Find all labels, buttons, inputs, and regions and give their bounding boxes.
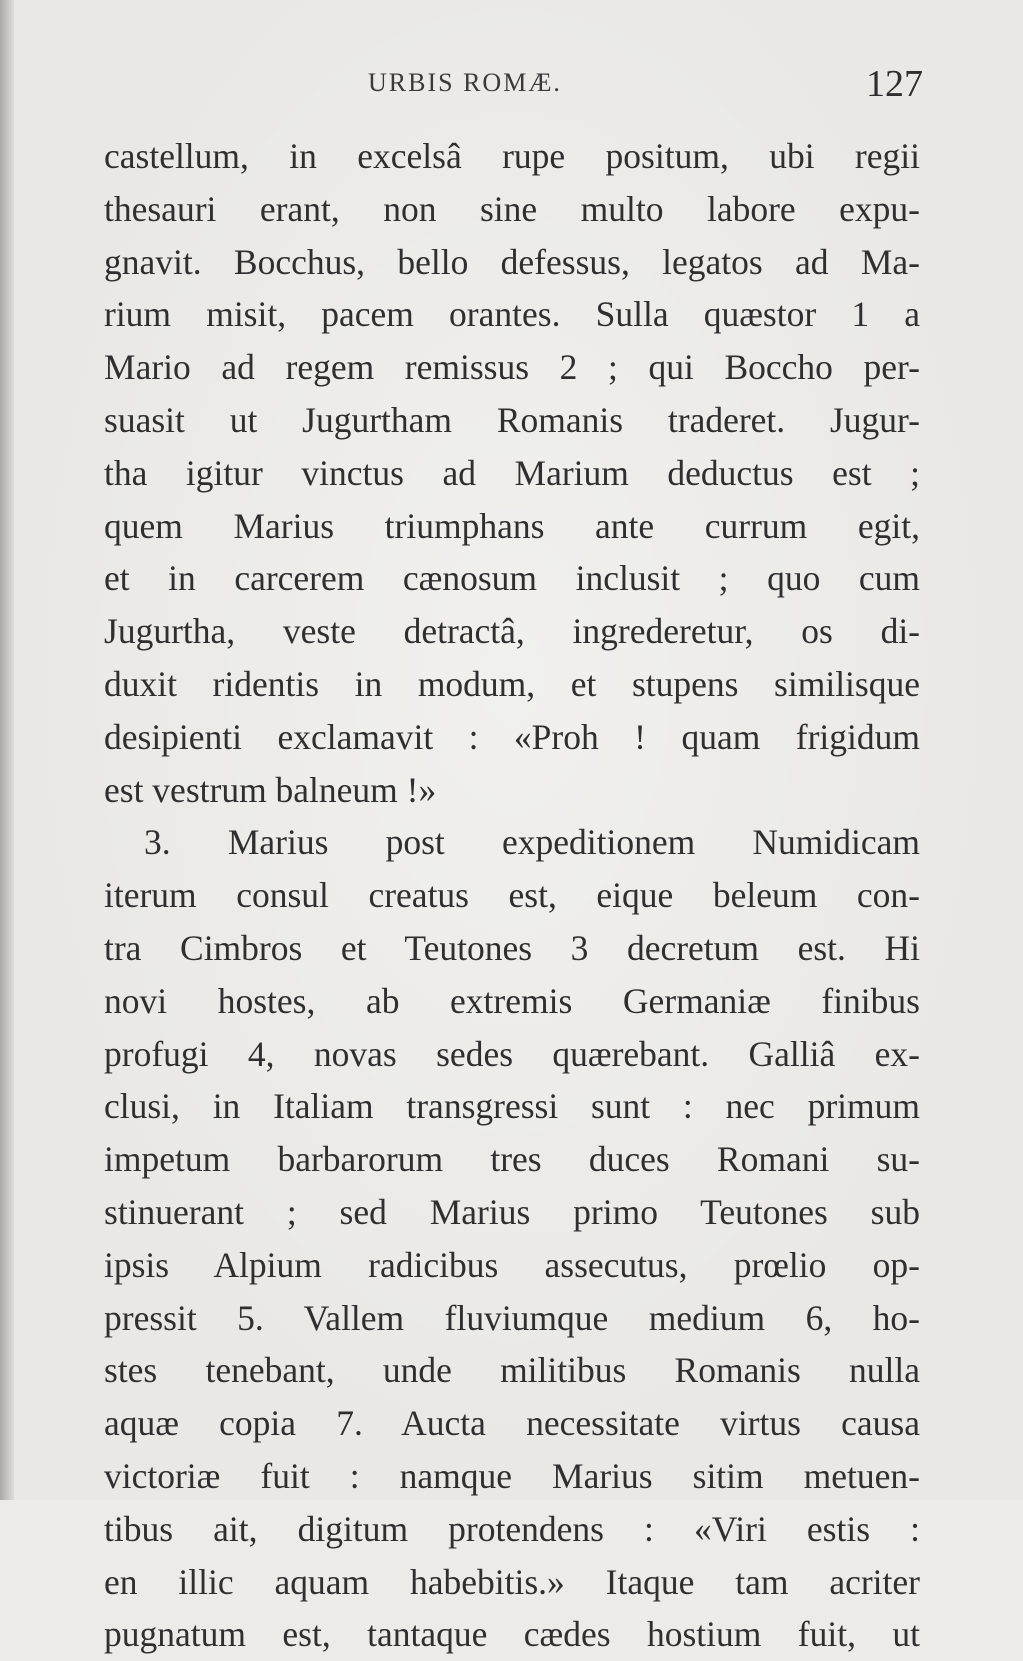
text-line: castellum, in excelsâ rupe positum, ubi regii	[104, 136, 920, 176]
text-line: quem Marius triumphans ante currum egit,	[104, 505, 920, 546]
text-line: stes tenebant, unde militibus Romanis nulla	[104, 1350, 920, 1391]
page-number: 127	[866, 63, 923, 105]
text-line: stinuerant ; sed Marius primo Teutones sub	[104, 1191, 920, 1232]
text-line: suasit ut Jugurtham Romanis traderet. Jugur-	[104, 399, 920, 440]
text-line: en illic aquam habebitis.» Itaque tam acriter	[104, 1561, 920, 1602]
text-line: et in carcerem cænosum inclusit ; quo cum	[104, 558, 920, 599]
running-header	[0, 62, 1023, 112]
text-line: ipsis Alpium radicibus assecutus, prœlio op-	[104, 1244, 920, 1285]
text-line: iterum consul creatus est, eique beleum con-	[104, 875, 920, 916]
text-line: novi hostes, ab extremis Germaniæ finibus	[104, 980, 920, 1021]
text-line: tra Cimbros et Teutones 3 decretum est. Hi	[104, 927, 920, 968]
paragraph-end-line: est vestrum balneum !»	[104, 769, 437, 810]
paragraph-start-line: 3. Marius post expeditionem Numidicam	[144, 822, 920, 863]
text-line: victoriæ fuit : namque Marius sitim metuen-	[104, 1455, 920, 1496]
body-text	[104, 130, 920, 1661]
text-line: rium misit, pacem orantes. Sulla quæstor 1 a	[104, 294, 920, 335]
text-line: tibus ait, digitum protendens : «Viri estis :	[104, 1508, 920, 1549]
text-line: profugi 4, novas sedes quærebant. Galliâ ex-	[104, 1033, 920, 1074]
page-gutter-shadow	[0, 0, 14, 1500]
text-line: gnavit. Bocchus, bello defessus, legatos ad Ma-	[104, 241, 920, 282]
text-line: pressit 5. Vallem fluviumque medium 6, ho-	[104, 1297, 920, 1338]
text-line: tha igitur vinctus ad Marium deductus est ;	[104, 452, 920, 493]
text-line: aquæ copia 7. Aucta necessitate virtus causa	[104, 1403, 920, 1444]
running-title: URBIS ROMÆ.	[368, 68, 562, 97]
text-line: Jugurtha, veste detractâ, ingrederetur, os di-	[104, 611, 920, 652]
text-line: desipienti exclamavit : «Proh ! quam frigidum	[104, 716, 920, 757]
text-line: pugnatum est, tantaque cædes hostium fuit, ut	[104, 1614, 920, 1655]
text-line: impetum barbarorum tres duces Romani su-	[104, 1139, 920, 1180]
text-line: clusi, in Italiam transgressi sunt : nec primum	[104, 1086, 920, 1127]
text-line: duxit ridentis in modum, et stupens similisque	[104, 663, 920, 704]
text-line: Mario ad regem remissus 2 ; qui Boccho per-	[104, 347, 920, 388]
text-line: thesauri erant, non sine multo labore expu-	[104, 188, 920, 229]
